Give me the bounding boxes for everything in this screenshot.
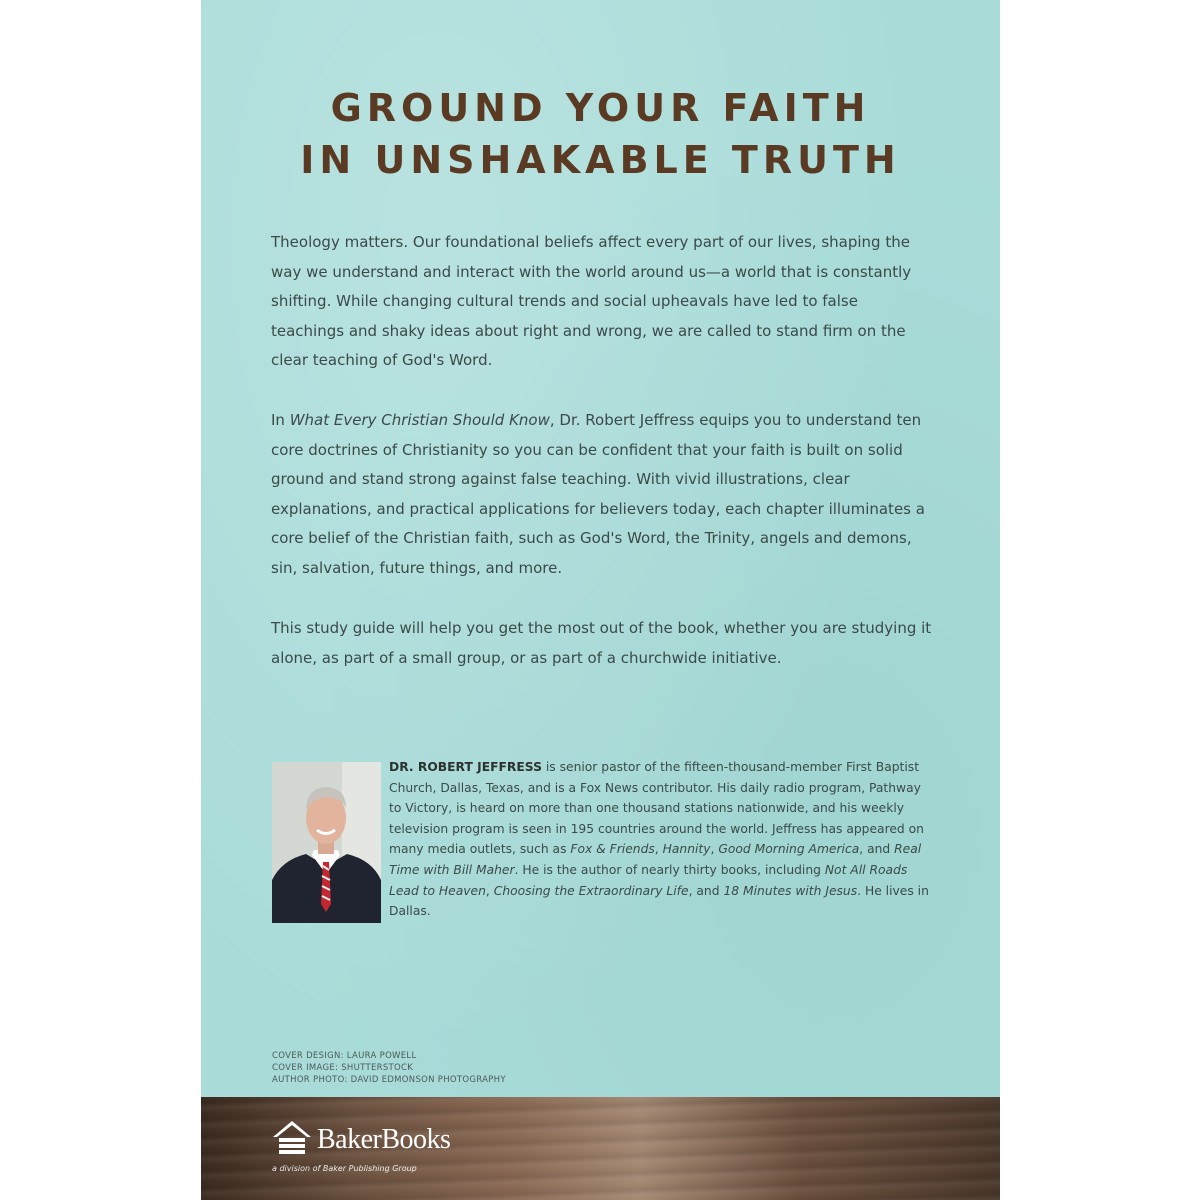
publisher-subtitle: a division of Baker Publishing Group [272, 1164, 417, 1173]
author-name: DR. ROBERT JEFFRESS [389, 760, 542, 774]
credit-line: AUTHOR PHOTO: DAVID EDMONSON PHOTOGRAPHY [272, 1075, 506, 1085]
cover-credits [272, 1050, 506, 1086]
author-bio: DR. ROBERT JEFFRESS is senior pastor of the fifteen-thousand-member First Baptist Church, Dallas, Texas, and is a Fox News contributor. His daily radio program, Pathway to Victory, is heard on more than one thousand stations nationwide, and his weekly television program is seen in 195 countries around the world. Jeffress has appeared on many media outlets, such as Fox & Friends, Hannity, Good Morning America, and Real Time with Bill Maher. He is the author of nearly thirty books, including Not All Roads Lead to Heaven, Choosing the Extraordinary Life, and 18 Minutes with Jesus. He lives in Dallas. [389, 760, 929, 919]
credit-line: COVER IMAGE: SHUTTERSTOCK [272, 1063, 414, 1073]
wood-footer [201, 1097, 1000, 1200]
book-title: What Every Christian Should Know [289, 411, 550, 429]
description-paragraph-1: Theology matters. Our foundational beliefs affect every part of our lives, shaping the way we understand and interact with the world around us—a world that is constantly shifting. While changing cultural trends and social upheavals have led to false teachings and shaky ideas about right and wrong, we are called to stand firm on the clear teaching of God's Word. [271, 233, 912, 369]
house-icon [270, 1115, 314, 1159]
headline [201, 82, 1000, 186]
headline-line-1: GROUND YOUR FAITH [330, 86, 871, 130]
book-back-cover [201, 0, 1000, 1200]
author-photo [272, 762, 381, 923]
author-portrait-image [272, 762, 381, 923]
publisher-name: BakerBooks [317, 1124, 451, 1155]
headline-line-2: IN UNSHAKABLE TRUTH [300, 138, 901, 182]
description-paragraph-2: In What Every Christian Should Know, Dr. Robert Jeffress equips you to understand ten core doctrines of Christianity so you can be confident that your faith is built on solid ground and stand strong against false teaching. With vivid illustrations, clear explanations, and practical applications for believers today, each chapter illuminates a core belief of the Christian faith, such as God's Word, the Trinity, angels and demons, sin, salvation, future things, and more. [271, 411, 925, 577]
credit-line: COVER DESIGN: LAURA POWELL [272, 1051, 417, 1061]
publisher-logo [270, 1109, 530, 1179]
description-paragraph-3: This study guide will help you get the most out of the book, whether you are studying it alone, as part of a small group, or as part of a churchwide initiative. [271, 619, 932, 667]
